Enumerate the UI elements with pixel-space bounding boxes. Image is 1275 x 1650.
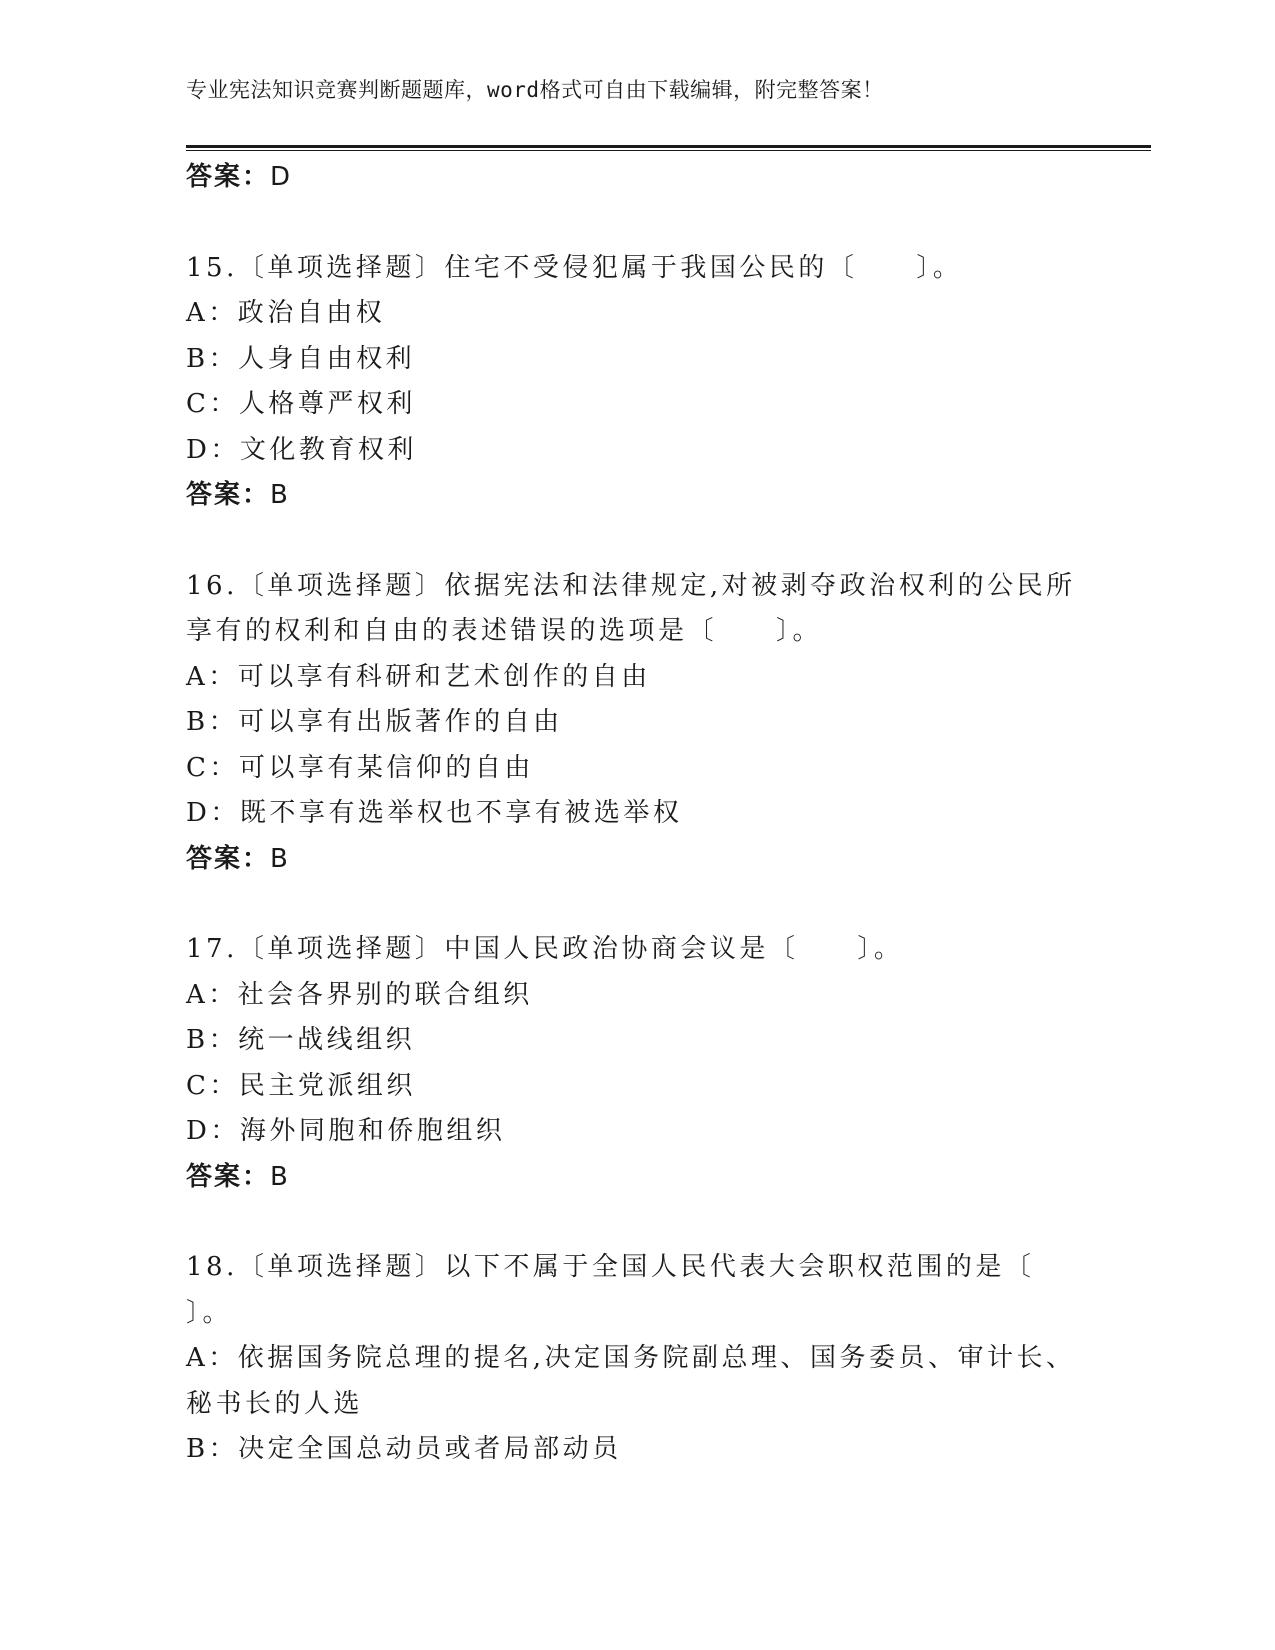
header-rule-thin [186,150,1151,151]
option-a: A：政治自由权 [186,298,386,328]
option-c: C：人格尊严权利 [186,389,416,419]
question-stem: 18.〔单项选择题〕以下不属于全国人民代表大会职权范围的是〔 [186,1252,1035,1282]
option-c: C：可以享有某信仰的自由 [186,752,534,783]
option-b: B：人身自由权利 [186,343,416,374]
question-stem: 17.〔单项选择题〕中国人民政治协商会议是〔 〕。 [186,934,904,964]
option-b: B：可以享有出版著作的自由 [186,707,563,737]
option-b: B：统一战线组织 [186,1025,416,1055]
question-16 [186,564,1086,883]
answer-label: 答案： [186,843,271,874]
question-stem-cont: 享有的权利和自由的表述错误的选项是〔 〕。 [186,616,823,646]
question-18 [186,1245,1086,1473]
answer-line [186,837,1086,883]
answer-label: 答案： [186,480,271,510]
option-d: D：既不享有选举权也不享有被选举权 [186,798,683,828]
option-c: C：民主党派组织 [186,1070,416,1101]
answer-value: D [270,162,293,192]
answer-label: 答案： [186,162,271,192]
answer-line [186,1155,1086,1201]
question-list [186,155,1086,1473]
question-15 [186,246,1086,519]
option-a: A：社会各界别的联合组织 [186,979,533,1010]
option-a-cont: 秘书长的人选 [186,1388,364,1419]
answer-value: B [270,843,290,874]
option-d: D：文化教育权利 [186,434,417,465]
page-header: 专业宪法知识竞赛判断题题库，word格式可自由下载编辑，附完整答案！ [186,78,884,102]
question-stem: 16.〔单项选择题〕依据宪法和法律规定,对被剥夺政治权利的公民所 [186,570,1076,601]
answer-line [186,473,1086,519]
question-stem-cont: 〕。 [186,1297,233,1328]
header-rule [186,145,1151,148]
answer-value: B [270,1161,290,1192]
answer-value: B [270,480,290,510]
question-17 [186,927,1086,1200]
option-a: A：可以享有科研和艺术创作的自由 [186,661,651,692]
answer-line [186,155,1086,201]
option-b: B：决定全国总动员或者局部动员 [186,1434,622,1464]
question-stem: 15.〔单项选择题〕住宅不受侵犯属于我国公民的〔 〕。 [186,252,963,283]
option-d: D：海外同胞和侨胞组织 [186,1116,506,1146]
option-a: A：依据国务院总理的提名,决定国务院副总理、国务委员、审计长、 [186,1343,1076,1373]
answer-label: 答案： [186,1161,271,1192]
